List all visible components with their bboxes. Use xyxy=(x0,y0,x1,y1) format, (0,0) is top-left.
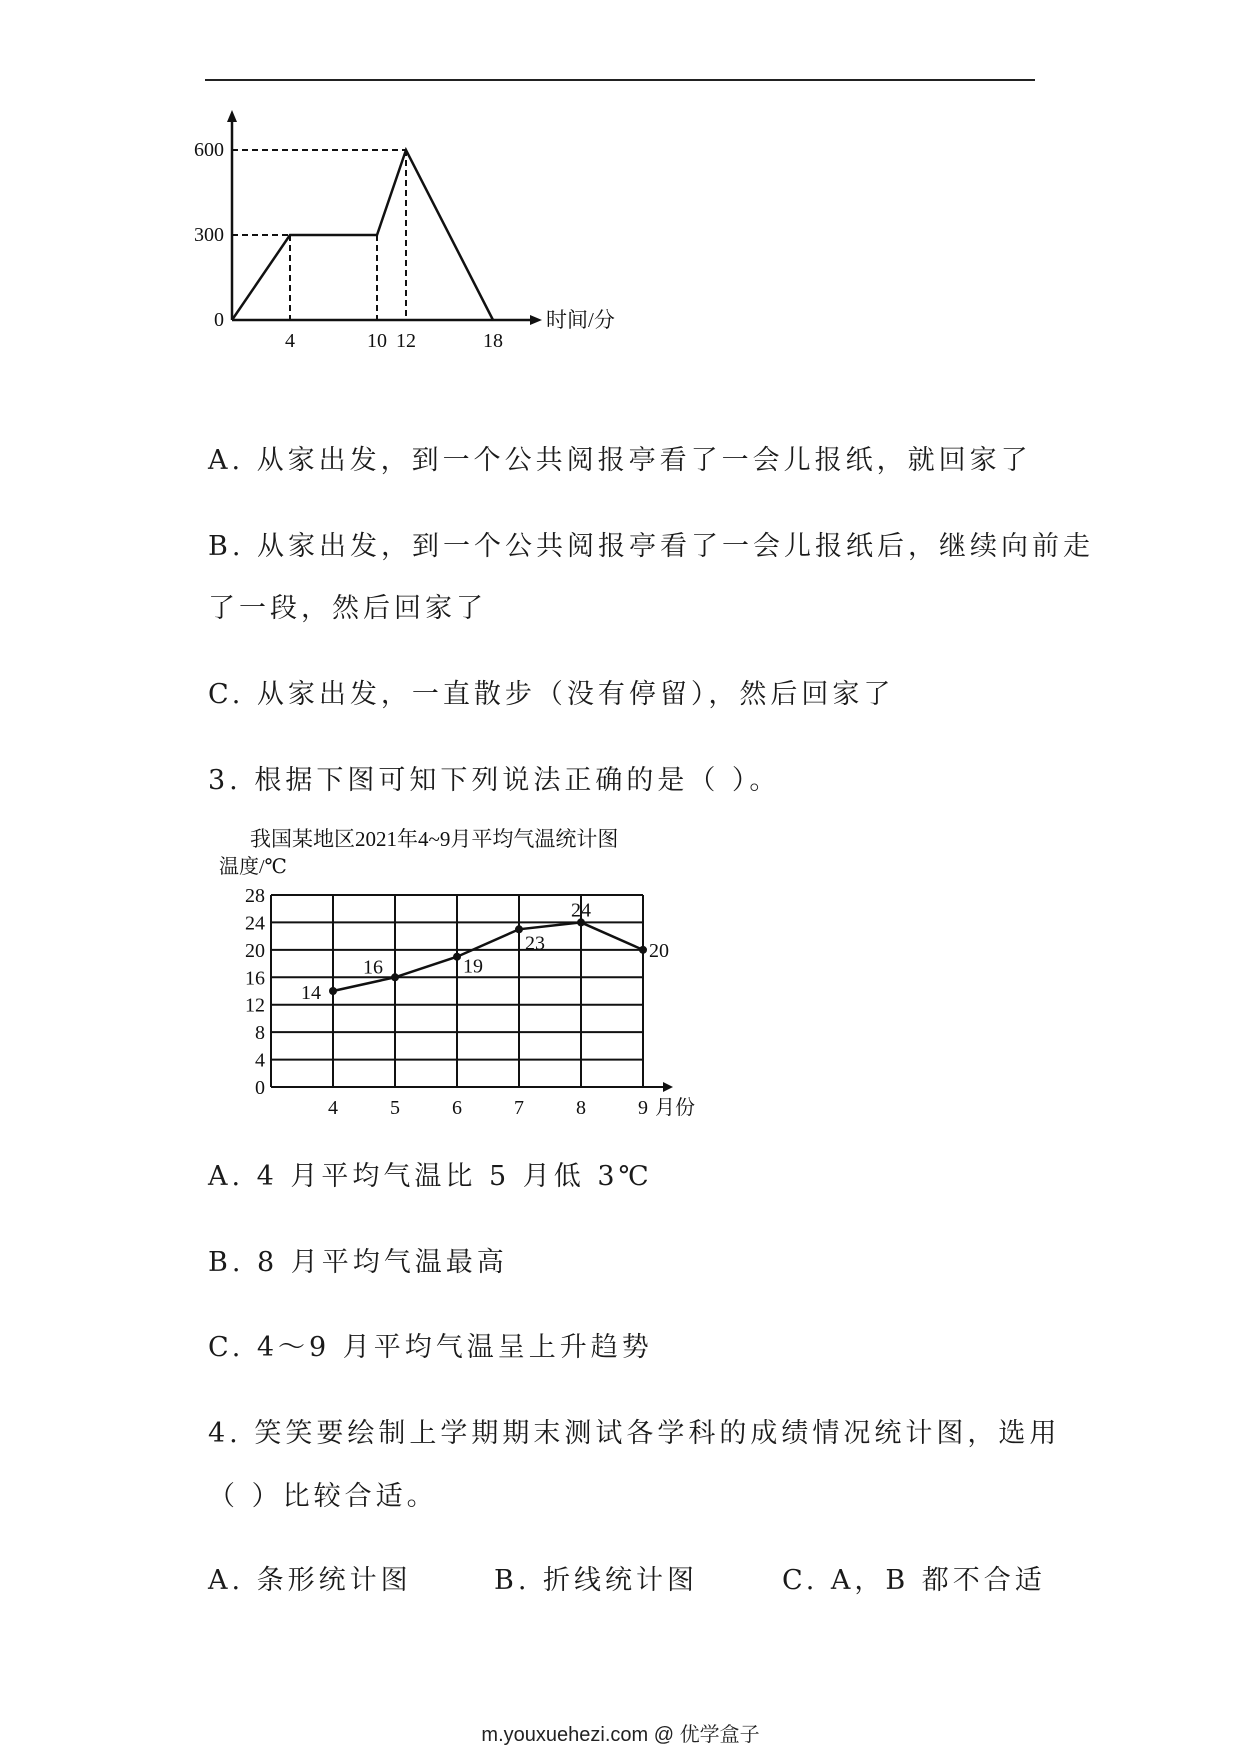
q4-option-b: B. 折线统计图 xyxy=(494,1565,699,1596)
data-point xyxy=(639,946,647,954)
data-point xyxy=(515,925,523,933)
footer-watermark: m.youxuehezi.com @ 优学盒子 xyxy=(481,1724,760,1746)
y-tick-label: 16 xyxy=(245,967,265,990)
data-label: 14 xyxy=(301,982,321,1004)
data-point xyxy=(329,987,337,995)
y-tick-label: 8 xyxy=(255,1022,265,1045)
y-tick-label: 20 xyxy=(245,939,265,962)
q3-option-a: A. 4 月平均气温比 5 月低 3℃ xyxy=(208,1161,653,1192)
y-tick-label: 600 xyxy=(194,139,224,162)
q3-stem: 3. 根据下图可知下列说法正确的是（ ）。 xyxy=(208,765,781,796)
x-tick-label: 7 xyxy=(514,1097,524,1119)
temperature-chart xyxy=(205,825,725,1125)
y-tick-label: 300 xyxy=(194,224,224,247)
q4-option-c: C. A，B 都不合适 xyxy=(782,1565,1046,1596)
x-tick-label: 4 xyxy=(328,1097,338,1119)
y-tick-label: 12 xyxy=(245,994,265,1017)
y-tick-label: 28 xyxy=(245,885,265,907)
q4-stem-line1: 4. 笑笑要绘制上学期期末测试各学科的成绩情况统计图，选用 xyxy=(208,1418,1061,1449)
data-point xyxy=(453,953,461,961)
data-point xyxy=(391,973,399,981)
q2-option-b-line1: B. 从家出发，到一个公共阅报亭看了一会儿报纸后，继续向前走 xyxy=(208,531,1095,562)
q3-option-b: B. 8 月平均气温最高 xyxy=(208,1247,508,1278)
y-tick-label: 4 xyxy=(255,1049,265,1072)
q3-option-c: C. 4～9 月平均气温呈上升趋势 xyxy=(208,1332,653,1363)
q2-option-b-line2: 了一段，然后回家了 xyxy=(208,593,487,624)
y-tick-label: 0 xyxy=(255,1077,265,1099)
chart-title: 我国某地区2021年4~9月平均气温统计图 xyxy=(250,827,619,851)
q2-option-c: C. 从家出发，一直散步（没有停留），然后回家了 xyxy=(208,679,895,710)
q4-stem-line2: （ ）比较合适。 xyxy=(208,1481,438,1512)
x-axis-arrow xyxy=(663,1082,673,1092)
x-tick-label: 10 xyxy=(367,330,387,352)
y-axis-label: 温度/℃ xyxy=(219,856,287,878)
x-tick-label: 12 xyxy=(396,330,416,352)
x-tick-label: 9 xyxy=(638,1097,648,1119)
y-tick-label: 24 xyxy=(245,912,265,935)
data-label: 19 xyxy=(463,955,483,978)
x-tick-label: 18 xyxy=(483,330,503,352)
y-tick-label: 0 xyxy=(214,309,224,331)
x-tick-label: 5 xyxy=(390,1097,400,1119)
x-axis-label: 时间/分 xyxy=(546,308,615,332)
q4-option-a: A. 条形统计图 xyxy=(208,1565,412,1596)
data-label: 24 xyxy=(571,899,591,922)
data-label: 16 xyxy=(363,956,383,979)
x-tick-label: 4 xyxy=(285,330,295,352)
q2-option-a: A. 从家出发，到一个公共阅报亭看了一会儿报纸，就回家了 xyxy=(208,445,1032,476)
distance-time-chart xyxy=(194,110,685,400)
data-label: 23 xyxy=(525,932,545,955)
y-axis-arrow xyxy=(227,110,237,122)
x-axis-arrow xyxy=(530,315,542,325)
header-rule xyxy=(205,79,1035,81)
data-label: 20 xyxy=(649,939,669,962)
x-tick-label: 8 xyxy=(576,1097,586,1119)
x-tick-label: 6 xyxy=(452,1097,462,1119)
x-axis-label: 月份 xyxy=(655,1097,695,1119)
distance-series-line xyxy=(232,150,493,320)
